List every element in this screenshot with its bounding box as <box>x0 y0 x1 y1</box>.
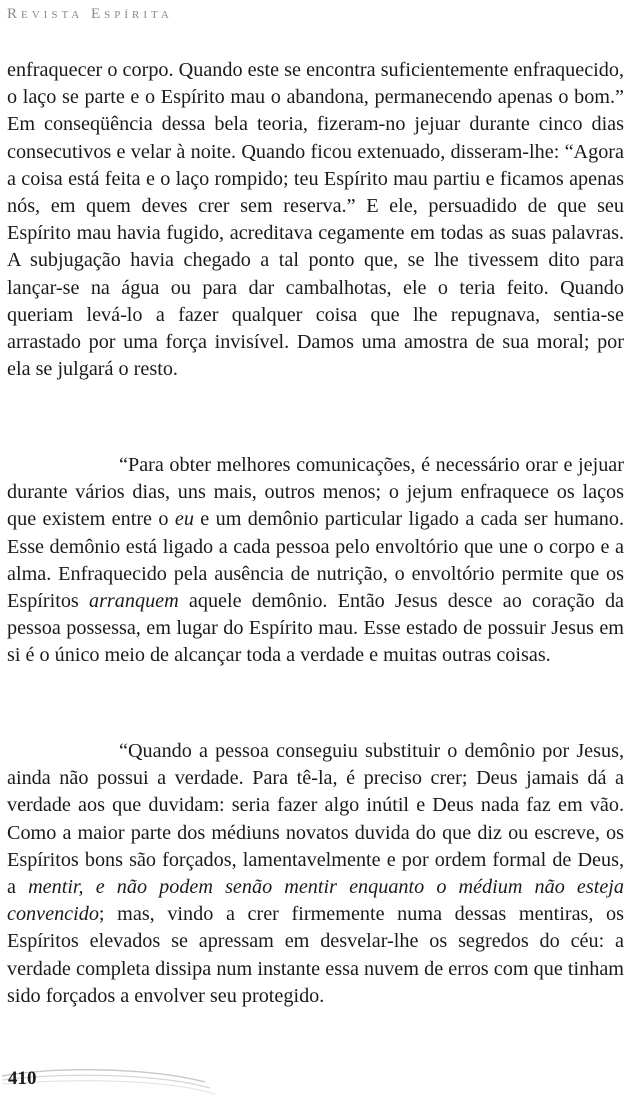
page-number: 410 <box>8 1068 37 1089</box>
paragraph-2-text: “Para obter melhores comunicações, é necessário orar e jejuar durante vários dias, uns mais, outros menos; o jejum enfraquece os laços que existem entre o <box>7 454 624 531</box>
running-header: Revista Espírita <box>7 6 173 22</box>
paragraph-1: enfraquecer o corpo. Quando este se encontra suficientemente enfraquecido, o laço se parte e o Espírito mau o abandona, permanecendo apenas o bom.” Em conseqüência dessa bela teoria, fizeram-no jejuar durante cinco dias consecutivos e velar à noite. Quando ficou extenuado, disseram-lhe: “Agora a coisa está feita e o laço rompido; teu Espírito mau partiu e ficamos apenas nós, em quem deves crer sem reserva.” E ele, persuadido de que seu Espírito mau havia fugido, acreditava cegamente em todas as suas palavras. A subjugação havia chegado a tal ponto que, se lhe tivessem dito para lançar-se na água ou para dar cambalhotas, ele o teria feito. Quando queriam levá-lo a fazer qualquer coisa que lhe repugnava, sentia-se arrastado por uma força invisível. Damos uma amostra de sua moral; por ela se julgará o resto. <box>7 59 624 381</box>
paragraph-2-text: aquele demônio. Então Jesus desce ao coração da pessoa possessa, em lugar do Espírito mau. Esse estado de possuir Jesus em si é o único meio de alcançar toda a verdade e muitas outras coisas. <box>7 590 625 667</box>
paragraph-2-italic-eu: eu <box>174 508 194 531</box>
paragraph-2-italic-arranquem: arranquem <box>88 590 179 613</box>
paragraph-2-text: e um demônio particular ligado a cada ser humano. Esse demônio está ligado a cada pessoa pelo envoltório que une o corpo e a alma. Enfraquecido pela ausência de nutrição, o envoltório permite que os Espíritos <box>7 508 624 613</box>
paragraph-3-text: ; mas, vindo a crer firmemente numa dessas mentiras, os Espíritos elevados se apressam em desvelar-lhe os segredos do céu: a verdade completa dissipa num instante essa nuvem de erros com que tinham sido forçados a envolver seu protegido. <box>7 903 624 1007</box>
paragraph-2 <box>7 452 624 670</box>
paragraph-3-italic-mentir: mentir, e não podem senão mentir enquanto o médium não esteja convencido <box>7 876 625 926</box>
paragraph-3-text: “Quando a pessoa conseguiu substituir o demônio por Jesus, ainda não possui a verdade. Para tê-la, é preciso crer; Deus jamais dá a verdade aos que duvidam: seria fazer algo inútil e Deus nada faz em vão. Como a maior parte dos médiuns novatos duvida do que diz ou escreve, os Espíritos bons são forçados, lamentavelmente e por ordem formal de Deus, a <box>7 740 624 899</box>
paragraph-3 <box>7 738 624 1010</box>
